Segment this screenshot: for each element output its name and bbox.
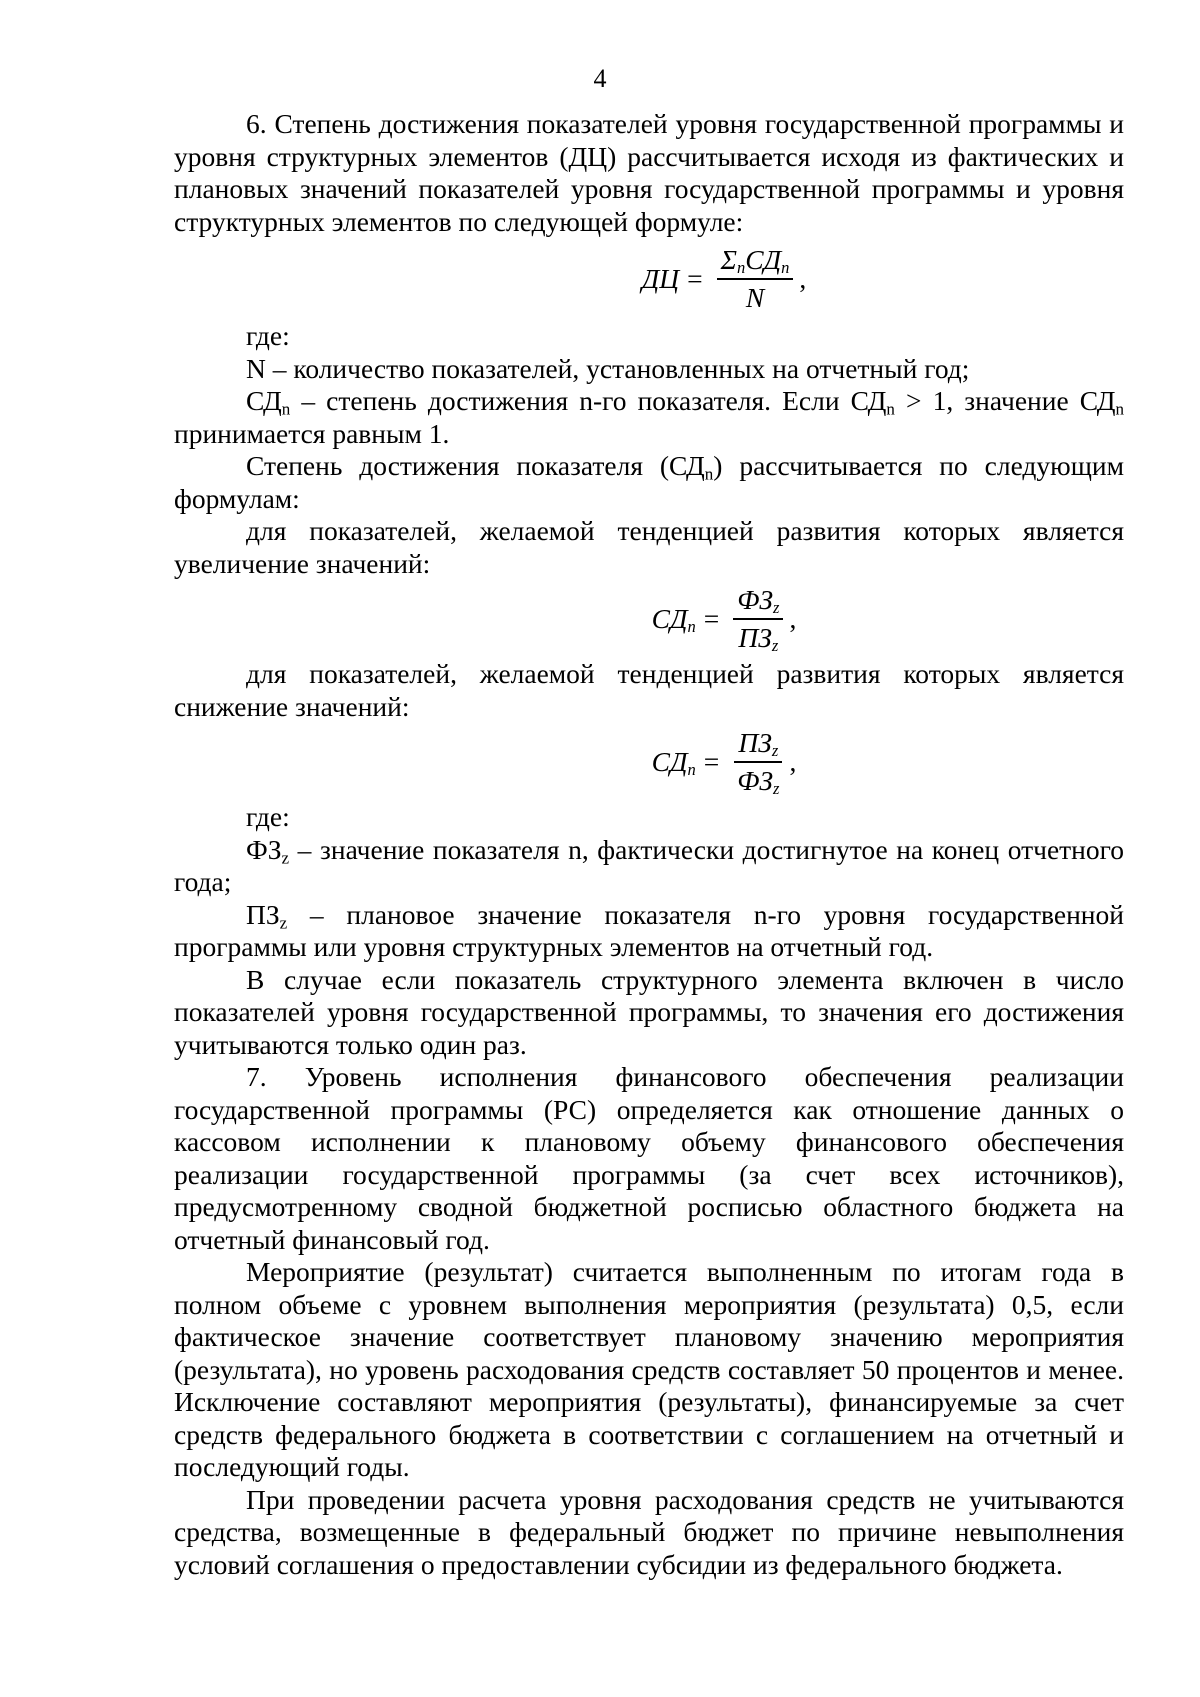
formula-sd-decrease	[174, 727, 1124, 797]
sd-calculation-intro: Степень достижения показателя $(СД_n)$ рассчитывается по следующим формулам:	[174, 450, 1125, 514]
increase-case-text: для показателей, желаемой тенденцией развития которых является увеличение значений:	[174, 515, 1124, 579]
formula-sd-decrease-numerator: $ПЗ_z$	[734, 727, 782, 763]
formula-sd-increase	[174, 584, 1124, 654]
document-body	[174, 108, 1124, 1581]
definition-fz: $ФЗ_z$ – значение показателя n, фактически достигнутое на конец отчетного года;	[174, 833, 1124, 897]
formula-dc	[174, 244, 1124, 314]
formula-dc-denominator: N	[745, 282, 765, 313]
definition-pz: $ПЗ_z$ – плановое значение показателя n-го уровня государственной программы или уровня структурных элементов на отчетный год.	[174, 898, 1124, 962]
paragraph-single-count: В случае если показатель структурного элемента включен в число показателей уровня государственной программы, то значения его достижения учитываются только один раз.	[174, 963, 1124, 1060]
formula-dc-equals: =	[687, 262, 703, 294]
formula-sd-increase-lhs: $СД_n$	[651, 602, 696, 636]
formula-sd-decrease-denominator: $ФЗ_z$	[737, 765, 780, 799]
decrease-case-text: для показателей, желаемой тенденцией развития которых является снижение значений:	[174, 658, 1124, 722]
paragraph-expense-calculation: При проведении расчета уровня расходования средств не учитываются средства, возмещенные в федеральный бюджет по причине невыполнения условий соглашения о предоставлении субсидии из федерального бюджета.	[174, 1483, 1124, 1580]
formula-dc-lhs: ДЦ	[641, 262, 680, 294]
where-label-2: где:	[246, 801, 290, 832]
formula-sd-increase-comma: ,	[789, 602, 797, 634]
paragraph-6: 6. Степень достижения показателей уровня государственной программы и уровня структурных элементов (ДЦ) рассчитывается исходя из фактических и плановых значений показателей уровня государственной программы и уровня структурных элементов по следующей формуле:	[174, 108, 1124, 237]
formula-sd-decrease-fraction	[733, 727, 783, 797]
formula-sd-decrease-comma: ,	[789, 745, 797, 777]
page-number: 4	[593, 64, 607, 93]
paragraph-event-completion: Мероприятие (результат) считается выполненным по итогам года в полном объеме с уровнем выполнения мероприятия (результата) 0,5, если фактическое значение соответствует плановому значению мероприятия (результата), но уровень расходования средств составляет 50 процентов и менее. Исключение составляют мероприятия (результаты), финансируемые за счет средств федерального бюджета в соответствии с соглашением на отчетный и последующий годы.	[174, 1256, 1124, 1482]
where-label-1: где:	[246, 320, 290, 351]
formula-sd-increase-equals: =	[703, 602, 720, 634]
formula-dc-numerator: $\Sigma_nСД_n$	[717, 244, 794, 280]
definition-sd: $СД_n$ – степень достижения n-го показателя. Если $СД_n > 1$, значение $СД_n$ принимается равным 1.	[174, 385, 1124, 449]
formula-sd-decrease-lhs: $СД_n$	[651, 745, 696, 779]
formula-sd-increase-fraction	[733, 584, 783, 654]
formula-sd-decrease-equals: =	[703, 745, 720, 777]
paragraph-7: 7. Уровень исполнения финансового обеспечения реализации государственной программы (РС) определяется как отношение данных о кассовом исполнении к плановому объему финансового обеспечения реализации государственной программы (за счет всех источников), предусмотренному сводной бюджетной росписью областного бюджета на отчетный финансовый год.	[174, 1061, 1124, 1255]
formula-dc-fraction	[717, 244, 794, 314]
formula-dc-comma: ,	[799, 262, 807, 294]
definition-n: N – количество показателей, установленных на отчетный год;	[246, 352, 970, 384]
formula-sd-increase-numerator: $ФЗ_z$	[733, 584, 783, 620]
formula-sd-increase-denominator: $ПЗ_z$	[738, 622, 779, 656]
